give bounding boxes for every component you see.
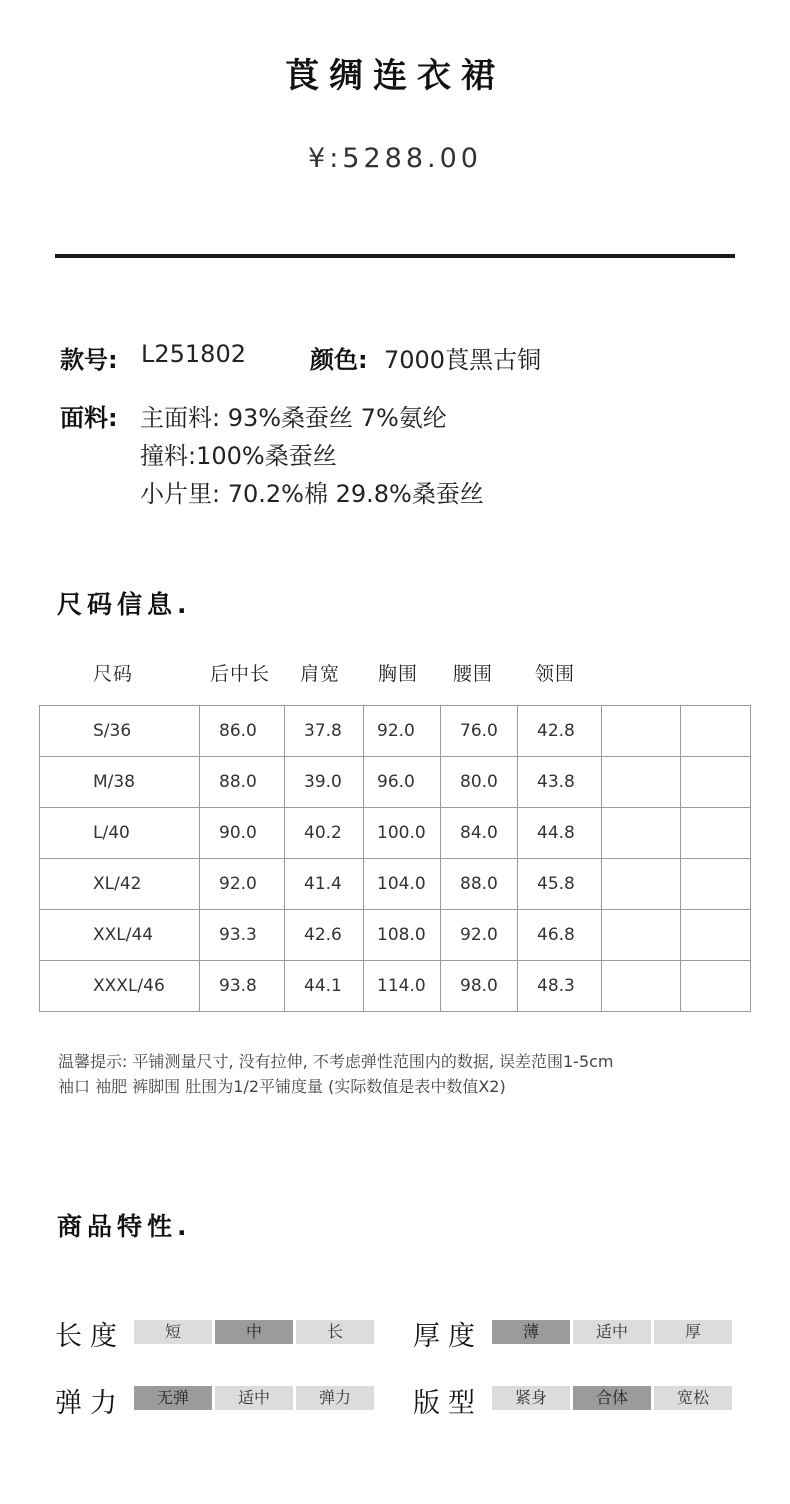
feature-option: 适中 — [573, 1320, 651, 1344]
feature-option: 短 — [134, 1320, 212, 1344]
style-number-value: L251802 — [141, 340, 246, 368]
measure-cell: 92.0 — [441, 910, 518, 961]
size-section-title: 尺码信息. — [57, 590, 192, 619]
size-cell: L/40 — [40, 808, 200, 859]
size-cell: XXXL/46 — [40, 961, 200, 1012]
feature-option: 弹力 — [296, 1386, 374, 1410]
feature-option: 厚 — [654, 1320, 732, 1344]
header-collar: 领围 — [535, 663, 576, 685]
feature-option: 中 — [215, 1320, 293, 1344]
header-waist: 腰围 — [453, 663, 494, 685]
table-row — [40, 859, 751, 910]
feature-label-thickness: 厚度 — [413, 1321, 483, 1352]
features-section-title: 商品特性. — [57, 1212, 192, 1241]
measure-cell: 92.0 — [364, 706, 441, 757]
measure-cell: 114.0 — [364, 961, 441, 1012]
measure-cell: 92.0 — [200, 859, 285, 910]
measure-cell: 43.8 — [518, 757, 602, 808]
measure-cell: 84.0 — [441, 808, 518, 859]
table-row — [40, 808, 751, 859]
fabric-lining: 小片里: 70.2%棉 29.8%桑蚕丝 — [140, 480, 484, 508]
feature-option: 适中 — [215, 1386, 293, 1410]
measure-cell: 108.0 — [364, 910, 441, 961]
size-cell: M/38 — [40, 757, 200, 808]
measure-cell: 88.0 — [441, 859, 518, 910]
measure-cell — [602, 961, 681, 1012]
measure-cell: 40.2 — [285, 808, 364, 859]
size-notes — [58, 1049, 778, 1099]
measure-cell: 44.1 — [285, 961, 364, 1012]
table-row — [40, 961, 751, 1012]
fabric-label: 面料: — [60, 404, 118, 432]
measure-cell: 90.0 — [200, 808, 285, 859]
header-size: 尺码 — [93, 663, 134, 685]
measure-cell: 46.8 — [518, 910, 602, 961]
table-row — [40, 757, 751, 808]
measure-cell: 41.4 — [285, 859, 364, 910]
size-table — [39, 705, 751, 1012]
header-shoulder: 肩宽 — [300, 663, 341, 685]
measure-cell — [681, 961, 751, 1012]
feature-label-elasticity: 弹力 — [55, 1388, 125, 1419]
measure-cell: 39.0 — [285, 757, 364, 808]
measure-cell — [602, 808, 681, 859]
measure-cell — [681, 706, 751, 757]
feature-option: 长 — [296, 1320, 374, 1344]
measure-cell: 88.0 — [200, 757, 285, 808]
feature-option: 无弹 — [134, 1386, 212, 1410]
feature-option: 宽松 — [654, 1386, 732, 1410]
measure-cell — [602, 910, 681, 961]
measure-cell — [602, 859, 681, 910]
measure-cell: 93.8 — [200, 961, 285, 1012]
size-cell: S/36 — [40, 706, 200, 757]
measure-cell: 42.8 — [518, 706, 602, 757]
measure-cell: 37.8 — [285, 706, 364, 757]
product-title: 莨绸连衣裙 — [285, 56, 505, 96]
measure-cell: 80.0 — [441, 757, 518, 808]
color-value: 7000莨黑古铜 — [384, 346, 542, 374]
measure-cell: 104.0 — [364, 859, 441, 910]
feature-label-fit: 版型 — [413, 1388, 483, 1419]
product-price: ¥:5288.00 — [308, 143, 482, 174]
measure-cell — [681, 808, 751, 859]
measure-cell — [681, 910, 751, 961]
measure-cell: 42.6 — [285, 910, 364, 961]
size-cell: XL/42 — [40, 859, 200, 910]
measure-cell — [602, 706, 681, 757]
header-chest: 胸围 — [378, 663, 419, 685]
size-note-line: 袖口 袖肥 裤脚围 肚围为1/2平铺度量 (实际数值是表中数值X2) — [58, 1077, 506, 1096]
size-cell: XXL/44 — [40, 910, 200, 961]
table-row — [40, 910, 751, 961]
measure-cell: 100.0 — [364, 808, 441, 859]
table-row — [40, 706, 751, 757]
measure-cell: 86.0 — [200, 706, 285, 757]
measure-cell: 44.8 — [518, 808, 602, 859]
measure-cell: 48.3 — [518, 961, 602, 1012]
feature-option: 薄 — [492, 1320, 570, 1344]
measure-cell — [681, 859, 751, 910]
color-label: 颜色: — [310, 346, 368, 374]
fabric-contrast: 撞料:100%桑蚕丝 — [140, 442, 337, 470]
style-number-label: 款号: — [60, 346, 118, 374]
feature-label-length: 长度 — [55, 1321, 125, 1352]
divider — [55, 254, 735, 258]
size-note-line: 温馨提示: 平铺测量尺寸, 没有拉伸, 不考虑弹性范围内的数据, 误差范围1-5cm — [58, 1052, 614, 1071]
header-back-length: 后中长 — [210, 663, 271, 685]
measure-cell: 93.3 — [200, 910, 285, 961]
measure-cell: 96.0 — [364, 757, 441, 808]
fabric-main: 主面料: 93%桑蚕丝 7%氨纶 — [140, 404, 447, 432]
feature-option: 紧身 — [492, 1386, 570, 1410]
feature-option: 合体 — [573, 1386, 651, 1410]
measure-cell: 98.0 — [441, 961, 518, 1012]
measure-cell: 45.8 — [518, 859, 602, 910]
measure-cell: 76.0 — [441, 706, 518, 757]
measure-cell — [602, 757, 681, 808]
measure-cell — [681, 757, 751, 808]
